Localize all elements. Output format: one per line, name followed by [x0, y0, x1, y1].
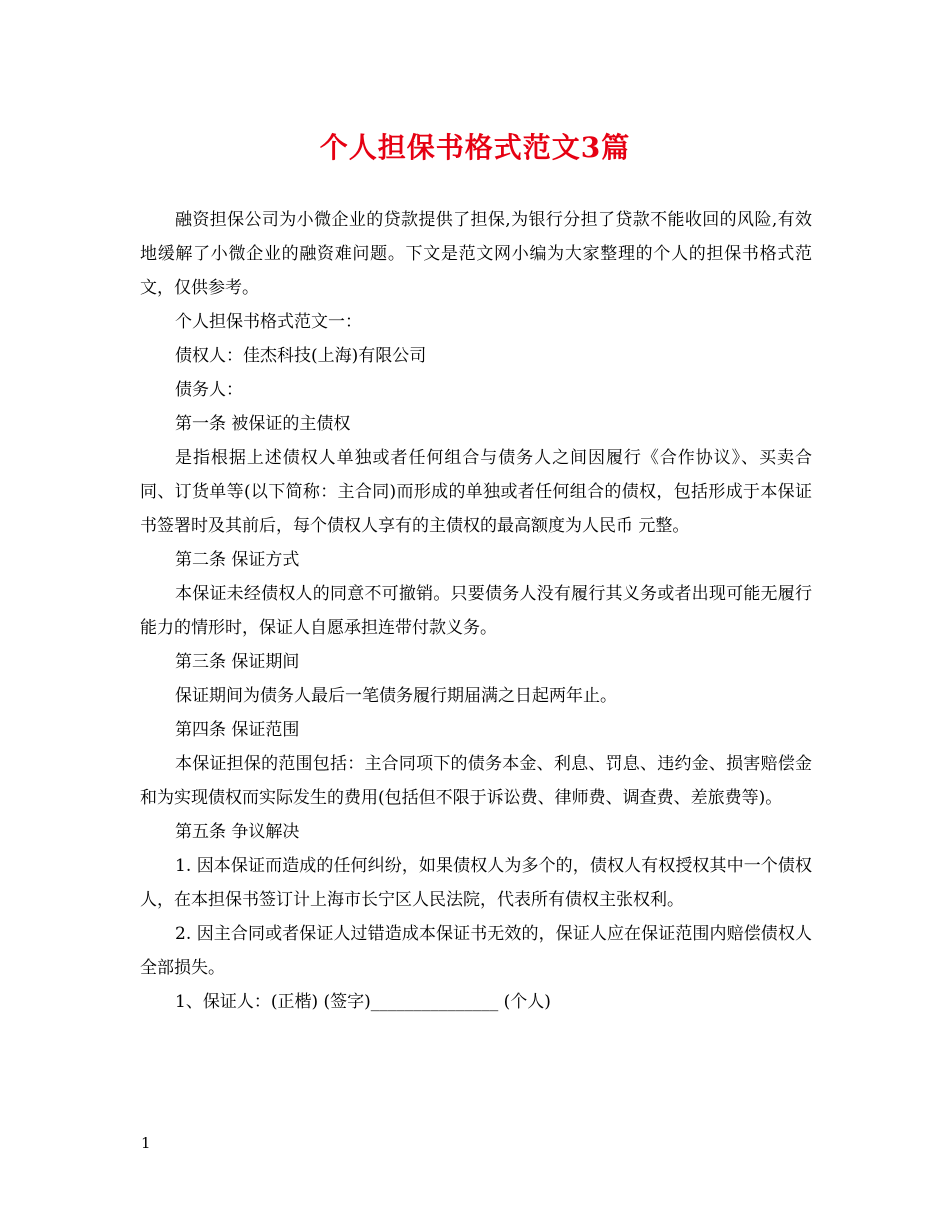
article-4-text: 本保证担保的范围包括：主合同项下的债务本金、利息、罚息、违约金、损害赔偿金和为实现债权而实际发生的费用(包括但不限于诉讼费、律师费、调查费、差旅费等)。 [140, 754, 812, 808]
paragraph-debtor: 债务人： [175, 380, 243, 400]
article-3-text: 保证期间为债务人最后一笔债务履行期届满之日起两年止。 [175, 686, 617, 706]
article-5-item-1: 1. 因本保证而造成的任何纠纷，如果债权人为多个的，债权人有权授权其中一个债权人，在本担保书签订计上海市长宁区人民法院，代表所有债权主张权利。 [140, 856, 812, 910]
article-2-text: 本保证未经债权人的同意不可撤销。只要债务人没有履行其义务或者出现可能无履行能力的情形时，保证人自愿承担连带付款义务。 [140, 584, 812, 638]
document-body [140, 203, 812, 1019]
article-1-heading: 第一条 被保证的主债权 [175, 414, 351, 434]
article-5-item-2: 2. 因主合同或者保证人过错造成本保证书无效的，保证人应在保证范围内赔偿债权人全部损失。 [140, 924, 812, 978]
document-title: 个人担保书格式范文3篇 [319, 131, 631, 164]
article-5-heading: 第五条 争议解决 [175, 822, 300, 842]
page-number: 1 [141, 1134, 151, 1152]
paragraph-heading-sample-one: 个人担保书格式范文一： [175, 312, 362, 332]
article-2-heading: 第二条 保证方式 [175, 550, 300, 570]
paragraph-intro: 融资担保公司为小微企业的贷款提供了担保,为银行分担了贷款不能收回的风险,有效地缓解了小微企业的融资难问题。下文是范文网小编为大家整理的个人的担保书格式范文，仅供参考。 [140, 210, 812, 298]
article-4-heading: 第四条 保证范围 [175, 720, 300, 740]
article-1-text: 是指根据上述债权人单独或者任何组合与债务人之间因履行《合作协议》、买卖合同、订货单等(以下简称：主合同)而形成的单独或者任何组合的债权，包括形成于本保证书签署时及其前后，每个债权人享有的主债权的最高额度为人民币 元整。 [140, 448, 812, 536]
paragraph-creditor: 债权人：佳杰科技(上海)有限公司 [175, 346, 427, 366]
guarantor-signature-line: 1、保证人：(正楷) (签字)_______________ (个人) [175, 992, 551, 1012]
article-3-heading: 第三条 保证期间 [175, 652, 300, 672]
